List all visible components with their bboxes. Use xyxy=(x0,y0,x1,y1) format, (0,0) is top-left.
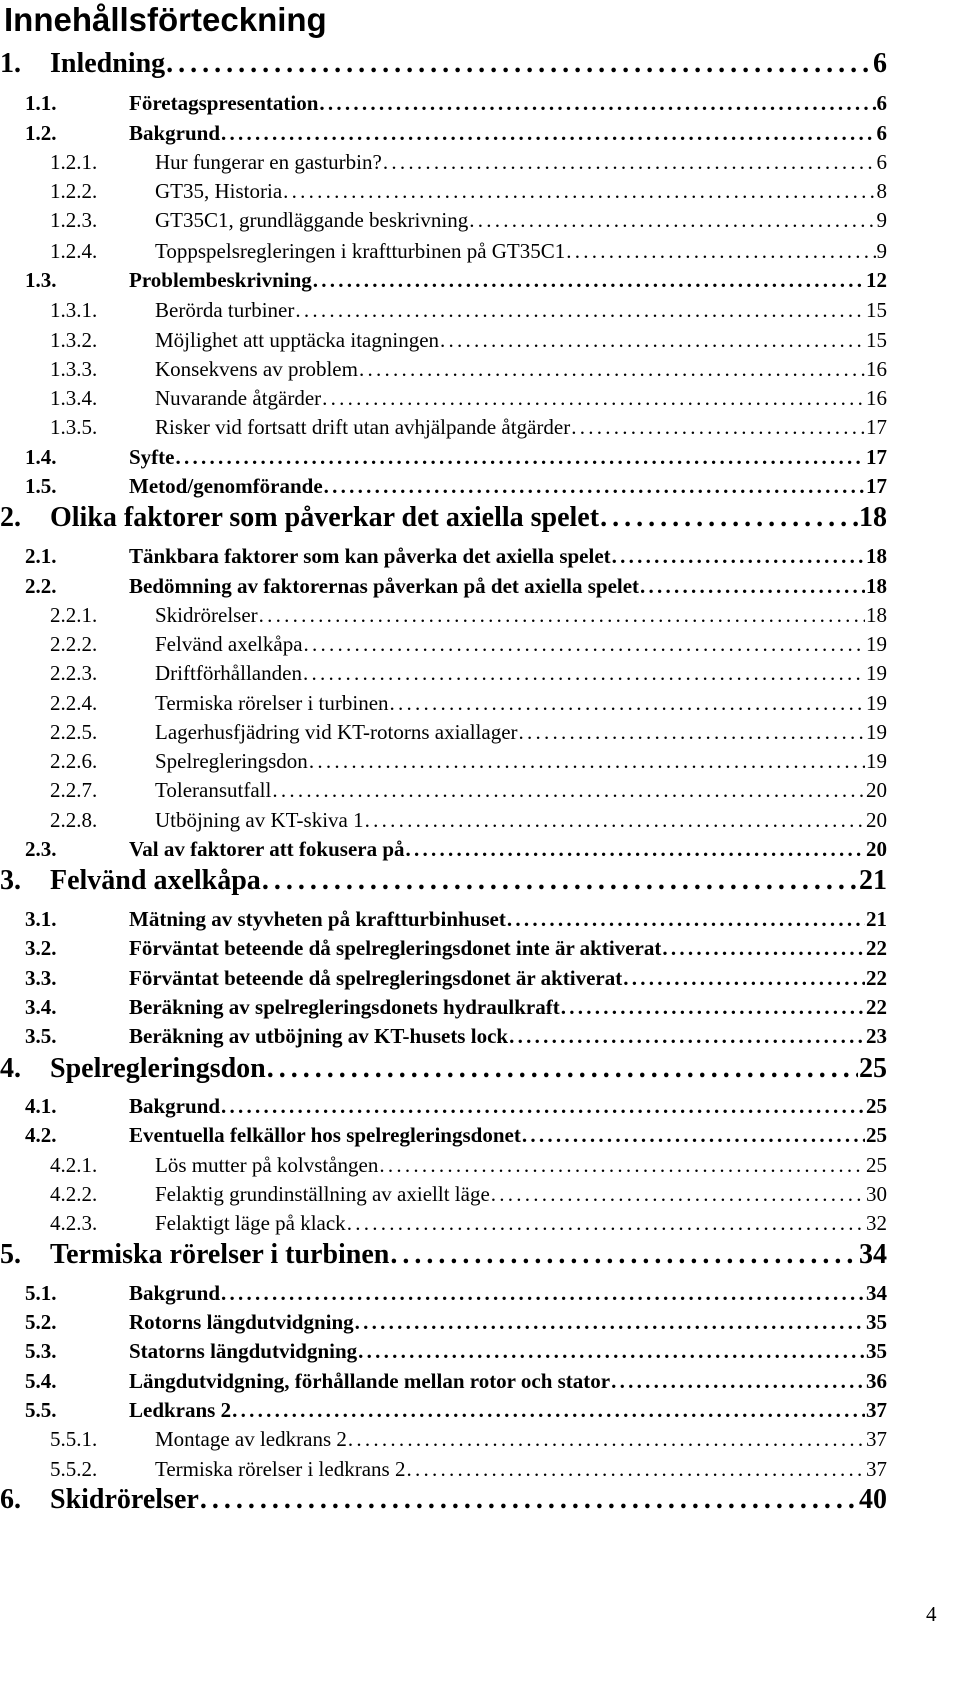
toc-entry-number: 2.2.4. xyxy=(50,691,98,715)
toc-entry-page: 22 xyxy=(866,966,887,990)
dot-leader xyxy=(313,265,865,295)
toc-entry-title: Möjlighet att upptäcka itagningen xyxy=(155,328,440,352)
toc-entry-title: Risker vid fortsatt drift utan avhjälpande åtgärder xyxy=(155,415,571,439)
dot-leader xyxy=(561,992,865,1022)
toc-entry-page: 20 xyxy=(866,778,887,802)
toc-entry-title: Spelregleringsdon xyxy=(50,1053,266,1084)
toc-entry-number: 1.3.3. xyxy=(50,357,98,381)
toc-entry[interactable] xyxy=(0,805,960,835)
toc-entry-page: 37 xyxy=(866,1457,887,1481)
toc-entry-number: 3.1. xyxy=(25,907,57,931)
toc-entry-number: 2.2.2. xyxy=(50,632,98,656)
toc-entry[interactable] xyxy=(0,236,960,266)
toc-entry-number: 5.5.2. xyxy=(50,1457,98,1481)
toc-entry-page: 18 xyxy=(866,574,887,598)
toc-entry-number: 3. xyxy=(0,865,21,896)
toc-entry[interactable] xyxy=(0,1366,960,1396)
toc-entry-number: 1.2. xyxy=(25,121,57,145)
toc-entry-page: 36 xyxy=(866,1369,887,1393)
dot-leader xyxy=(507,904,865,934)
toc-entry-title: Eventuella felkällor hos spelregleringsdonet xyxy=(129,1123,521,1147)
toc-entry-page: 16 xyxy=(866,386,887,410)
toc-entry-page: 6 xyxy=(873,48,887,79)
toc-entry-number: 1.2.3. xyxy=(50,208,98,232)
toc-entry[interactable] xyxy=(0,600,960,630)
toc-entry-title: Toleransutfall xyxy=(155,778,272,802)
toc-entry-number: 5.4. xyxy=(25,1369,57,1393)
toc-entry-number: 5.5. xyxy=(25,1398,57,1422)
toc-entry-title: Skidrörelser xyxy=(155,603,258,627)
toc-entry-number: 1.3.5. xyxy=(50,415,98,439)
toc-entry-title: Bedömning av faktorernas påverkan på det axiella spelet xyxy=(129,574,640,598)
toc-entry-page: 34 xyxy=(866,1281,887,1305)
toc-entry[interactable] xyxy=(0,498,960,538)
toc-entry-page: 12 xyxy=(866,268,887,292)
dot-leader xyxy=(509,1021,865,1051)
dot-leader xyxy=(358,1336,865,1366)
toc-entry-title: Bakgrund xyxy=(129,121,221,145)
toc-entry-page: 30 xyxy=(866,1182,887,1206)
toc-entry-title: GT35C1, grundläggande beskrivning xyxy=(155,208,469,232)
toc-entry[interactable] xyxy=(0,629,960,659)
toc-entry[interactable] xyxy=(0,861,960,901)
toc-entry[interactable] xyxy=(0,325,960,355)
toc-entry-title: Termiska rörelser i ledkrans 2 xyxy=(155,1457,406,1481)
toc-entry-page: 16 xyxy=(866,357,887,381)
dot-leader xyxy=(612,541,865,571)
toc-entry-number: 1. xyxy=(0,48,21,79)
toc-entry[interactable] xyxy=(0,688,960,718)
toc-entry-number: 1.2.4. xyxy=(50,239,98,263)
dot-leader xyxy=(283,176,875,206)
toc-entry-number: 1.4. xyxy=(25,445,57,469)
toc-entry[interactable] xyxy=(0,1278,960,1308)
toc-entry[interactable] xyxy=(0,354,960,384)
dot-leader xyxy=(383,147,876,177)
toc-entry[interactable] xyxy=(0,717,960,747)
toc-entry[interactable] xyxy=(0,1208,960,1238)
dot-leader xyxy=(379,1150,865,1180)
toc-entry-title: Statorns längdutvidgning xyxy=(129,1339,358,1363)
toc-entry[interactable] xyxy=(0,1021,960,1051)
toc-entry[interactable] xyxy=(0,1120,960,1150)
toc-entry-number: 4.2.2. xyxy=(50,1182,98,1206)
dot-leader xyxy=(522,1120,865,1150)
toc-entry-title: Beräkning av spelregleringsdonets hydraulkraft xyxy=(129,995,560,1019)
dot-leader xyxy=(221,1278,865,1308)
toc-entry[interactable] xyxy=(0,992,960,1022)
toc-entry[interactable] xyxy=(0,383,960,413)
toc-entry-page: 8 xyxy=(876,179,887,203)
toc-entry-title: Inledning xyxy=(50,48,166,79)
toc-entry-number: 4.2.3. xyxy=(50,1211,98,1235)
toc-entry[interactable] xyxy=(0,1049,960,1089)
toc-entry-number: 2.2.5. xyxy=(50,720,98,744)
toc-entry[interactable] xyxy=(0,88,960,118)
toc-entry-number: 2.2. xyxy=(25,574,57,598)
toc-entry-number: 2.3. xyxy=(25,837,57,861)
toc-entry-number: 1.3. xyxy=(25,268,57,292)
toc-entry-page: 18 xyxy=(866,544,887,568)
toc-entry-page: 19 xyxy=(866,661,887,685)
toc-entry-page: 18 xyxy=(859,502,887,533)
toc-entry-title: Mätning av styvheten på kraftturbinhuset xyxy=(129,907,506,931)
dot-leader xyxy=(348,1424,865,1454)
toc-entry[interactable] xyxy=(0,1424,960,1454)
dot-leader xyxy=(519,717,865,747)
toc-entry-number: 1.2.2. xyxy=(50,179,98,203)
toc-entry-title: Val av faktorer att fokusera på xyxy=(129,837,405,861)
toc-entry-number: 4. xyxy=(0,1053,21,1084)
toc-entry-title: Felvänd axelkåpa xyxy=(50,865,261,896)
toc-entry[interactable] xyxy=(0,176,960,206)
dot-leader xyxy=(347,1208,865,1238)
toc-entry-number: 3.3. xyxy=(25,966,57,990)
toc-entry-page: 25 xyxy=(866,1123,887,1147)
toc-entry-title: Termiska rörelser i turbinen xyxy=(50,1239,390,1270)
dot-leader xyxy=(166,44,872,84)
dot-leader xyxy=(566,236,875,266)
toc-entry-title: Förväntat beteende då spelregleringsdonet är aktiverat xyxy=(129,966,623,990)
toc-entry-title: Företagspresentation xyxy=(129,91,319,115)
toc-entry-number: 6. xyxy=(0,1484,21,1515)
dot-leader xyxy=(359,354,865,384)
toc-entry[interactable] xyxy=(0,1395,960,1425)
toc-entry[interactable] xyxy=(0,933,960,963)
toc-entry-page: 37 xyxy=(866,1398,887,1422)
toc-entry[interactable] xyxy=(0,1235,960,1275)
toc-entry-page: 17 xyxy=(866,445,887,469)
toc-entry-page: 17 xyxy=(866,474,887,498)
toc-entry-number: 2.2.3. xyxy=(50,661,98,685)
dot-leader xyxy=(623,963,865,993)
toc-entry-page: 9 xyxy=(876,239,887,263)
toc-entry-page: 19 xyxy=(866,632,887,656)
toc-entry-page: 18 xyxy=(866,603,887,627)
toc-entry[interactable] xyxy=(0,205,960,235)
dot-leader xyxy=(303,658,865,688)
toc-entry-title: Skidrörelser xyxy=(50,1484,199,1515)
toc-entry[interactable] xyxy=(0,571,960,601)
dot-leader xyxy=(491,1179,865,1209)
toc-entry-page: 22 xyxy=(866,995,887,1019)
toc-entry-page: 40 xyxy=(859,1484,887,1515)
toc-entry-title: Olika faktorer som påverkar det axiella spelet xyxy=(50,502,600,533)
dot-leader xyxy=(304,629,865,659)
toc-entry[interactable] xyxy=(0,1150,960,1180)
toc-entry-number: 4.1. xyxy=(25,1094,57,1118)
toc-entry-page: 35 xyxy=(866,1310,887,1334)
toc-entry-page: 25 xyxy=(866,1153,887,1177)
toc-entry-title: Lagerhusfjädring vid KT-rotorns axiallager xyxy=(155,720,518,744)
toc-entry-page: 22 xyxy=(866,936,887,960)
dot-leader xyxy=(440,325,865,355)
toc-entry-title: Spelregleringsdon xyxy=(155,749,308,773)
toc-entry-number: 5.5.1. xyxy=(50,1427,98,1451)
toc-entry[interactable] xyxy=(0,442,960,472)
toc-entry-number: 3.5. xyxy=(25,1024,57,1048)
dot-leader xyxy=(221,118,875,148)
dot-leader xyxy=(571,412,865,442)
toc-entry-title: Ledkrans 2 xyxy=(129,1398,232,1422)
toc-entry-page: 20 xyxy=(866,808,887,832)
toc-entry[interactable] xyxy=(0,44,960,84)
toc-entry-title: GT35, Historia xyxy=(155,179,283,203)
toc-entry[interactable] xyxy=(0,658,960,688)
toc-entry-number: 2.2.6. xyxy=(50,749,98,773)
toc-entry-title: Beräkning av utböjning av KT-husets lock xyxy=(129,1024,509,1048)
toc-entry-title: Förväntat beteende då spelregleringsdonet inte är aktiverat xyxy=(129,936,662,960)
toc-entry-number: 1.3.2. xyxy=(50,328,98,352)
toc-entry[interactable] xyxy=(0,963,960,993)
toc-entry-page: 34 xyxy=(859,1239,887,1270)
toc-entry-page: 19 xyxy=(866,720,887,744)
toc-entry-page: 15 xyxy=(866,298,887,322)
toc-entry-number: 1.2.1. xyxy=(50,150,98,174)
toc-entry-page: 32 xyxy=(866,1211,887,1235)
toc-entry-page: 6 xyxy=(876,121,887,145)
toc-entry-title: Problembeskrivning xyxy=(129,268,312,292)
toc-entry[interactable] xyxy=(0,1091,960,1121)
toc-entry[interactable] xyxy=(0,295,960,325)
dot-leader xyxy=(390,1235,858,1275)
toc-entry-page: 19 xyxy=(866,691,887,715)
toc-entry-page: 37 xyxy=(866,1427,887,1451)
toc-entry-number: 3.2. xyxy=(25,936,57,960)
toc-entry-title: Bakgrund xyxy=(129,1094,221,1118)
toc-entry-title: Utböjning av KT-skiva 1 xyxy=(155,808,364,832)
toc-entry-title: Rotorns längdutvidgning xyxy=(129,1310,354,1334)
dot-leader xyxy=(324,471,865,501)
toc-entry[interactable] xyxy=(0,1336,960,1366)
toc-entry-title: Konsekvens av problem xyxy=(155,357,358,381)
toc-entry-page: 20 xyxy=(866,837,887,861)
dot-leader xyxy=(662,933,865,963)
toc-entry-page: 9 xyxy=(876,208,887,232)
toc-entry[interactable] xyxy=(0,471,960,501)
dot-leader xyxy=(611,1366,865,1396)
dot-leader xyxy=(469,205,875,235)
toc-entry-page: 15 xyxy=(866,328,887,352)
dot-leader xyxy=(322,383,865,413)
dot-leader xyxy=(600,498,858,538)
dot-leader xyxy=(200,1480,858,1520)
dot-leader xyxy=(295,295,865,325)
toc-entry-number: 2.2.8. xyxy=(50,808,98,832)
toc-entry-title: Toppspelsregleringen i kraftturbinen på GT35C1 xyxy=(155,239,566,263)
toc-entry[interactable] xyxy=(0,1307,960,1337)
dot-leader xyxy=(221,1091,865,1121)
toc-entry-title: Termiska rörelser i turbinen xyxy=(155,691,389,715)
toc-entry-number: 1.3.4. xyxy=(50,386,98,410)
toc-entry-title: Längdutvidgning, förhållande mellan rotor och stator xyxy=(129,1369,611,1393)
toc-entry-number: 2.1. xyxy=(25,544,57,568)
toc-entry-number: 2.2.1. xyxy=(50,603,98,627)
toc-entry-page: 19 xyxy=(866,749,887,773)
toc-entry-title: Driftförhållanden xyxy=(155,661,302,685)
toc-entry-title: Metod/genomförande xyxy=(129,474,323,498)
toc-entry[interactable] xyxy=(0,412,960,442)
toc-entry-number: 1.3.1. xyxy=(50,298,98,322)
toc-entry-page: 25 xyxy=(859,1053,887,1084)
dot-leader xyxy=(176,442,866,472)
toc-entry-title: Nuvarande åtgärder xyxy=(155,386,322,410)
toc-entry-number: 2. xyxy=(0,502,21,533)
toc-entry-number: 2.2.7. xyxy=(50,778,98,802)
toc-entry[interactable] xyxy=(0,147,960,177)
toc-entry-number: 1.1. xyxy=(25,91,57,115)
dot-leader xyxy=(232,1395,865,1425)
toc-entry-number: 5.3. xyxy=(25,1339,57,1363)
toc-entry[interactable] xyxy=(0,775,960,805)
toc-entry-page: 21 xyxy=(859,865,887,896)
dot-leader xyxy=(309,746,865,776)
toc-entry[interactable] xyxy=(0,746,960,776)
page-number: 4 xyxy=(926,1602,937,1626)
dot-leader xyxy=(640,571,865,601)
toc-entry[interactable] xyxy=(0,265,960,295)
toc-entry[interactable] xyxy=(0,541,960,571)
toc-entry-title: Hur fungerar en gasturbin? xyxy=(155,150,382,174)
dot-leader xyxy=(262,861,858,901)
toc-entry-title: Syfte xyxy=(129,445,175,469)
toc-entry-title: Felvänd axelkåpa xyxy=(155,632,303,656)
toc-entry-title: Berörda turbiner xyxy=(155,298,295,322)
toc-heading: Innehållsförteckning xyxy=(4,1,327,38)
toc-entry-page: 25 xyxy=(866,1094,887,1118)
toc-entry-title: Tänkbara faktorer som kan påverka det axiella spelet xyxy=(129,544,611,568)
dot-leader xyxy=(319,88,875,118)
dot-leader xyxy=(365,805,865,835)
toc-entry-page: 17 xyxy=(866,415,887,439)
toc-entry-title: Felaktigt läge på klack xyxy=(155,1211,346,1235)
toc-entry[interactable] xyxy=(0,118,960,148)
dot-leader xyxy=(267,1049,858,1089)
toc-entry-page: 6 xyxy=(876,150,887,174)
toc-entry-title: Bakgrund xyxy=(129,1281,221,1305)
toc-entry[interactable] xyxy=(0,1179,960,1209)
toc-entry-page: 23 xyxy=(866,1024,887,1048)
dot-leader xyxy=(272,775,865,805)
dot-leader xyxy=(355,1307,865,1337)
toc-entry-title: Lös mutter på kolvstången xyxy=(155,1153,379,1177)
toc-entry-page: 21 xyxy=(866,907,887,931)
toc-entry[interactable] xyxy=(0,1480,960,1520)
toc-entry-number: 3.4. xyxy=(25,995,57,1019)
toc-entry-number: 5. xyxy=(0,1239,21,1270)
toc-entry-number: 4.2.1. xyxy=(50,1153,98,1177)
dot-leader xyxy=(390,688,865,718)
dot-leader xyxy=(259,600,865,630)
dot-leader xyxy=(406,834,865,864)
toc-entry-page: 35 xyxy=(866,1339,887,1363)
toc-entry-title: Felaktig grundinställning av axiellt läge xyxy=(155,1182,490,1206)
toc-entry-number: 5.2. xyxy=(25,1310,57,1334)
toc-entry-number: 4.2. xyxy=(25,1123,57,1147)
toc-entry-number: 5.1. xyxy=(25,1281,57,1305)
toc-entry-title: Montage av ledkrans 2 xyxy=(155,1427,347,1451)
toc-entry-number: 1.5. xyxy=(25,474,57,498)
toc-entry[interactable] xyxy=(0,904,960,934)
toc-entry[interactable] xyxy=(0,834,960,864)
toc-entry-page: 6 xyxy=(876,91,887,115)
